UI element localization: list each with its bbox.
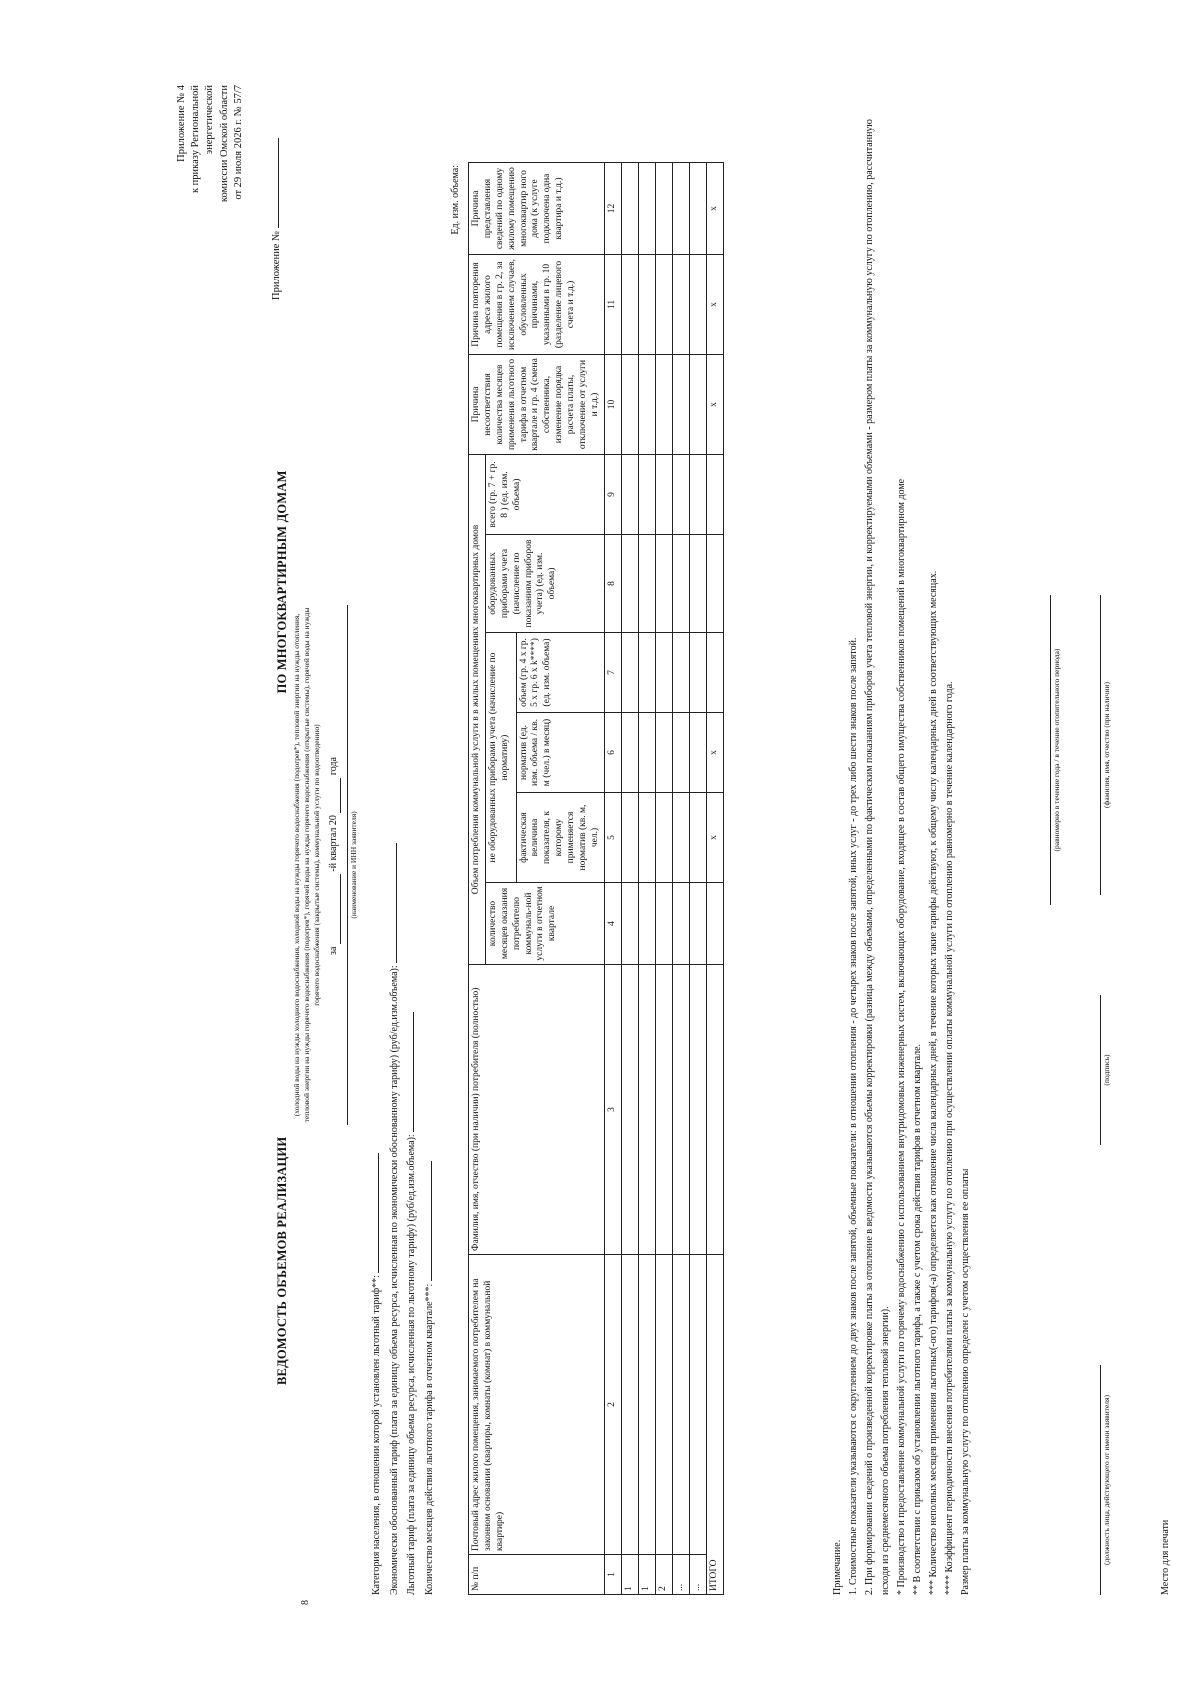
note-item: ** В соответствии с приказом об установлении льготного тарифа, а также с учетом срока действия тарифов в отчетном квартале. bbox=[912, 1043, 923, 1595]
uniform-caption: (равномерно в течение года / в течение отопительного периода) bbox=[1050, 595, 1061, 905]
col-num: 1 bbox=[604, 1555, 621, 1595]
blank-line bbox=[278, 138, 279, 228]
q-za: за bbox=[328, 946, 339, 955]
position-caption: (должность лица, действующего от имени заявителя) bbox=[1100, 1365, 1111, 1595]
x-mark: х bbox=[706, 793, 723, 883]
units-label: Ед. изм. объема: bbox=[450, 165, 461, 235]
appendix-date-line: от 29 июля 2026 г. № 57/7 bbox=[232, 85, 244, 200]
table-row bbox=[689, 162, 706, 1594]
col-num: 5 bbox=[604, 793, 621, 883]
appendix-line: комиссии Омской области bbox=[218, 85, 230, 203]
title-part-2: ПО МНОГОКВАРТИРНЫМ ДОМАМ bbox=[275, 470, 289, 694]
quarter-line bbox=[328, 555, 341, 955]
tariff-fields bbox=[368, 495, 438, 1595]
blank-line bbox=[368, 1153, 379, 1273]
col-num: 10 bbox=[604, 354, 621, 454]
notes-section bbox=[830, 95, 974, 1595]
header-c10: Причина несоответствия количества месяцев применения льготного тарифа в отчетном квартале и гр. 4 (смена собственника, изменение порядка расчета платы, отключение от услуги и т.д.) bbox=[469, 354, 605, 454]
appendix-line: Приложение № 4 bbox=[176, 85, 187, 162]
col-num: 2 bbox=[604, 1255, 621, 1555]
signature-caption: (подпись) bbox=[1100, 995, 1111, 1145]
header-c5: фактическая величина показателя, к которому применяется норматив (кв. м, чел.) bbox=[516, 793, 604, 883]
note-item: Размер платы за коммунальную услугу по отоплению определен с учетом осуществления ее оплаты bbox=[960, 1168, 971, 1595]
blank-line bbox=[340, 874, 341, 944]
title-part-1: ВЕДОМОСТЬ ОБЪЕМОВ РЕАЛИЗАЦИИ bbox=[275, 1136, 289, 1385]
x-mark: х bbox=[706, 254, 723, 354]
notes-heading: Примечание. bbox=[832, 1539, 843, 1595]
note-item: *** Количество неполных месяцев применения льготных(-ого) тарифов(-а) определяется как отношение числа календарных дней, в течение которых такие тарифы действуют, к общему числу календарных дней в соответствующих месяцах. bbox=[928, 570, 939, 1595]
col-num: 12 bbox=[604, 162, 621, 254]
header-no: № п/п bbox=[469, 1555, 605, 1595]
applicant-name-caption: (наименование и ИНН заявителя) bbox=[347, 605, 358, 1125]
volumes-table bbox=[468, 162, 724, 1595]
blank-line bbox=[340, 778, 341, 813]
category-label: Категория населения, в отношении которой установлен льготный тариф**: bbox=[371, 1275, 382, 1595]
note-item: **** Коэффициент периодичности внесения потребителями платы за коммунальную услугу по отоплению при осуществлении оплаты коммунальной услуги по отоплению равномерно в течение календарного года. bbox=[944, 681, 955, 1595]
col-num: 7 bbox=[604, 633, 621, 713]
total-row bbox=[706, 162, 723, 1594]
months-count-label: Количество месяцев действия льготного тарифа в отчетном квартале***: bbox=[423, 1283, 435, 1595]
appendix-block bbox=[175, 85, 246, 255]
economic-tariff-label: Экономически обоснованный тариф (плата за единицу объема ресурса, исчисленная по экономически обоснованному тарифу) (руб/ед.изм.объема): bbox=[388, 965, 400, 1595]
appendix-line: к приказу Региональной bbox=[190, 85, 202, 194]
note-item: * Производство и предоставление коммунальной услуги по горячему водоснабжению с использованием внутридомовых инженерных систем, включающих оборудование, входящее в состав общего имущества собственников помещений в многоквартирном доме bbox=[896, 478, 907, 1595]
header-c7: объем (гр. 4 х гр. 5 х гр. 6 х k****) (ед. изм. объема) bbox=[516, 633, 604, 713]
table-row bbox=[621, 162, 638, 1594]
blank-line bbox=[421, 1161, 432, 1281]
x-mark: х bbox=[706, 713, 723, 793]
x-mark: х bbox=[706, 354, 723, 454]
row-number: 2 bbox=[655, 1555, 672, 1595]
row-number: ... bbox=[689, 1555, 706, 1595]
q-goda: года bbox=[328, 757, 339, 776]
fio-caption: (фамилия, имя, отчество (при наличии) bbox=[1100, 595, 1111, 895]
preferential-tariff-label: Льготный тариф (плата за единицу объема ресурса, исчисленная по льготному тарифу) (руб/ед.изм.объема): bbox=[406, 1134, 417, 1595]
row-number: ... bbox=[672, 1555, 689, 1595]
table-row bbox=[638, 162, 655, 1594]
appendix-line: энергетической bbox=[204, 85, 216, 155]
table-row bbox=[655, 162, 672, 1594]
blank-line bbox=[403, 1012, 414, 1132]
header-c6: норматив (ед. изм. объема / кв. м (чел.) в месяц) bbox=[516, 713, 604, 793]
col-num: 8 bbox=[604, 535, 621, 633]
header-c9: всего (гр. 7 + гр. 8 ) (ед. изм. объема) bbox=[485, 454, 604, 534]
row-number: 1 bbox=[638, 1555, 655, 1595]
stamp-place: Место для печати bbox=[1160, 1519, 1171, 1595]
document-title bbox=[275, 265, 291, 1385]
header-volume: Объем потребления коммунальной услуги в в жилых помещениях многоквартирных домов bbox=[469, 454, 486, 964]
col-num: 11 bbox=[604, 254, 621, 354]
appendix-number-label: Приложение № bbox=[271, 231, 282, 300]
table-row bbox=[672, 162, 689, 1594]
page-number: 8 bbox=[300, 1600, 311, 1605]
q-kvartal: -й квартал 20 bbox=[328, 815, 339, 872]
col-num: 3 bbox=[604, 965, 621, 1255]
row-number: 1 bbox=[621, 1555, 638, 1595]
note-item: 1. Стоимостные показатели указываются с округлением до двух знаков после запятой, объемные показатели: в отношении отопления - до четырех знаков после запятой, иных услуг - до трех либо шести знаков после запятой. bbox=[848, 637, 859, 1595]
header-c8: оборудованных приборами учета (начисление по показаниям приборов учета) (ед. изм. объема) bbox=[485, 535, 604, 633]
col-num: 4 bbox=[604, 883, 621, 965]
blank-line bbox=[386, 843, 397, 963]
header-c4: количество месяцев оказания потребителю коммуналь-ной услуги в отчетном квартале bbox=[485, 883, 604, 965]
title-subnote: (холодной воды на нужды холодного водоснабжения, холодной воды на нужды горячего водоснабжения (подогрев*), тепловой энергии на нужды отопления, тепловой энергии на нужды горячего водоснабжения (подогрев*), горячей воды на нужды горячего водоснабжения (открытые системы), горячей воды на нужды горячего водоснабжения (закрытые системы), коммунальной услуги по водоотведению) bbox=[292, 607, 321, 1123]
col-num: 9 bbox=[604, 454, 621, 534]
x-mark: х bbox=[706, 162, 723, 254]
header-not-equipped: не оборудованных приборами учета (начисление по нормативу) bbox=[485, 633, 516, 883]
header-address: Почтовый адрес жилого помещения, занимаемого потребителем на законном основании (квартиры, комнаты (комнат) в коммунальной квартире) bbox=[469, 1255, 605, 1555]
col-num: 6 bbox=[604, 713, 621, 793]
header-c11: Причина повторения адреса жилого помещения в гр. 2, за исключением случаев, обусловленных причинами, указанными в гр. 10 (разделение лицевого счета и т.д.) bbox=[469, 254, 605, 354]
document-sheet bbox=[150, 65, 1200, 1605]
header-c12: Причина представления сведений по одному жилому помещению многоквартир ного дома (к услуге подключена одна квартира и т.д.) bbox=[469, 162, 605, 254]
column-numbers-row bbox=[604, 162, 621, 1594]
note-item: 2. При формировании сведений о произведенной корректировке платы за отопление в ведомости указываются объемы корректировки (разница между объемами, определенными по фактическим показаниям приборов учета тепловой энергии, и корректируемыми объемами - размером платы за коммунальную услугу по отоплению, рассчитанную исходя из среднемесячного объема потребления тепловой энергии). bbox=[864, 119, 891, 1595]
total-label: ИТОГО bbox=[706, 1255, 723, 1595]
header-fio: Фамилия, имя, отчество (при наличии) потребителя (полностью) bbox=[469, 965, 605, 1255]
